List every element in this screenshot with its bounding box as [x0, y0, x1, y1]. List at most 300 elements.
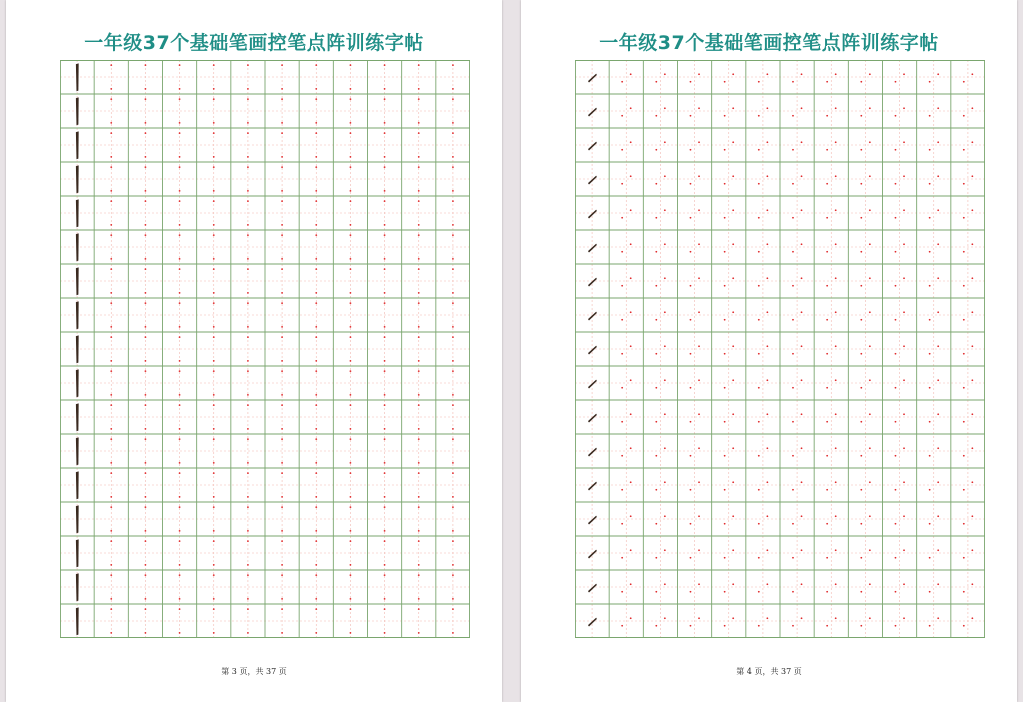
start-dot — [621, 557, 623, 559]
end-dot — [664, 447, 666, 449]
end-dot — [732, 175, 734, 177]
end-dot — [937, 107, 939, 109]
end-dot — [384, 326, 386, 328]
start-dot — [621, 591, 623, 593]
start-dot — [724, 625, 726, 627]
start-dot — [213, 200, 215, 202]
end-dot — [452, 564, 454, 566]
end-dot — [664, 175, 666, 177]
start-dot — [860, 353, 862, 355]
start-dot — [384, 608, 386, 610]
brush-rising-stroke-icon — [588, 210, 597, 219]
start-dot — [621, 115, 623, 117]
brush-vertical-stroke-icon — [76, 165, 79, 193]
end-dot — [801, 447, 803, 449]
end-dot — [213, 632, 215, 634]
end-dot — [110, 462, 112, 464]
end-dot — [732, 447, 734, 449]
end-dot — [110, 530, 112, 532]
end-dot — [971, 73, 973, 75]
brush-vertical-stroke-icon — [76, 63, 79, 91]
end-dot — [418, 428, 420, 430]
end-dot — [801, 141, 803, 143]
end-dot — [835, 447, 837, 449]
brush-rising-stroke-icon — [588, 278, 597, 287]
end-dot — [247, 632, 249, 634]
start-dot — [315, 98, 317, 100]
start-dot — [724, 421, 726, 423]
end-dot — [145, 394, 147, 396]
end-dot — [903, 447, 905, 449]
end-dot — [630, 549, 632, 551]
start-dot — [452, 540, 454, 542]
practice-grid-svg — [575, 60, 985, 638]
start-dot — [110, 506, 112, 508]
start-dot — [792, 81, 794, 83]
end-dot — [384, 564, 386, 566]
end-dot — [452, 462, 454, 464]
start-dot — [655, 217, 657, 219]
end-dot — [145, 190, 147, 192]
end-dot — [971, 481, 973, 483]
end-dot — [315, 326, 317, 328]
brush-rising-stroke-icon — [588, 312, 597, 321]
start-dot — [179, 574, 181, 576]
end-dot — [213, 122, 215, 124]
end-dot — [869, 175, 871, 177]
end-dot — [110, 88, 112, 90]
end-dot — [110, 564, 112, 566]
start-dot — [826, 183, 828, 185]
end-dot — [835, 413, 837, 415]
document-page-3 — [6, 0, 502, 702]
end-dot — [903, 617, 905, 619]
end-dot — [350, 598, 352, 600]
start-dot — [655, 625, 657, 627]
start-dot — [860, 251, 862, 253]
end-dot — [315, 292, 317, 294]
end-dot — [801, 345, 803, 347]
start-dot — [895, 591, 897, 593]
end-dot — [213, 360, 215, 362]
end-dot — [698, 175, 700, 177]
brush-rising-stroke-icon — [588, 618, 597, 627]
start-dot — [621, 421, 623, 423]
start-dot — [315, 472, 317, 474]
end-dot — [732, 379, 734, 381]
end-dot — [384, 258, 386, 260]
end-dot — [418, 190, 420, 192]
end-dot — [315, 428, 317, 430]
end-dot — [903, 209, 905, 211]
start-dot — [179, 200, 181, 202]
start-dot — [452, 302, 454, 304]
start-dot — [110, 64, 112, 66]
start-dot — [247, 608, 249, 610]
end-dot — [281, 122, 283, 124]
start-dot — [792, 523, 794, 525]
end-dot — [732, 311, 734, 313]
end-dot — [698, 311, 700, 313]
end-dot — [698, 583, 700, 585]
start-dot — [690, 489, 692, 491]
start-dot — [758, 591, 760, 593]
end-dot — [179, 190, 181, 192]
end-dot — [971, 447, 973, 449]
end-dot — [835, 107, 837, 109]
start-dot — [145, 438, 147, 440]
start-dot — [213, 472, 215, 474]
start-dot — [724, 217, 726, 219]
start-dot — [213, 506, 215, 508]
end-dot — [698, 277, 700, 279]
start-dot — [213, 336, 215, 338]
start-dot — [655, 183, 657, 185]
end-dot — [145, 326, 147, 328]
start-dot — [384, 404, 386, 406]
start-dot — [110, 608, 112, 610]
end-dot — [664, 311, 666, 313]
start-dot — [690, 149, 692, 151]
end-dot — [664, 107, 666, 109]
end-dot — [971, 107, 973, 109]
start-dot — [929, 625, 931, 627]
start-dot — [792, 285, 794, 287]
start-dot — [315, 234, 317, 236]
brush-rising-stroke-icon — [588, 346, 597, 355]
end-dot — [630, 73, 632, 75]
end-dot — [281, 462, 283, 464]
start-dot — [110, 302, 112, 304]
start-dot — [247, 268, 249, 270]
start-dot — [213, 404, 215, 406]
brush-vertical-stroke-icon — [76, 301, 79, 329]
end-dot — [766, 515, 768, 517]
start-dot — [758, 183, 760, 185]
end-dot — [247, 462, 249, 464]
end-dot — [418, 258, 420, 260]
start-dot — [213, 302, 215, 304]
start-dot — [247, 540, 249, 542]
start-dot — [724, 557, 726, 559]
start-dot — [963, 353, 965, 355]
start-dot — [110, 574, 112, 576]
start-dot — [247, 302, 249, 304]
end-dot — [145, 428, 147, 430]
start-dot — [826, 421, 828, 423]
brush-vertical-stroke-icon — [76, 335, 79, 363]
end-dot — [630, 107, 632, 109]
brush-vertical-stroke-icon — [76, 505, 79, 533]
start-dot — [895, 183, 897, 185]
start-dot — [452, 132, 454, 134]
end-dot — [350, 394, 352, 396]
start-dot — [929, 489, 931, 491]
start-dot — [179, 166, 181, 168]
end-dot — [110, 292, 112, 294]
end-dot — [281, 564, 283, 566]
end-dot — [937, 549, 939, 551]
end-dot — [315, 394, 317, 396]
end-dot — [110, 326, 112, 328]
end-dot — [971, 209, 973, 211]
end-dot — [179, 360, 181, 362]
end-dot — [664, 345, 666, 347]
end-dot — [766, 209, 768, 211]
page-title: 一年级37个基础笔画控笔点阵训练字帖 — [84, 32, 424, 54]
end-dot — [801, 311, 803, 313]
start-dot — [860, 523, 862, 525]
start-dot — [315, 540, 317, 542]
end-dot — [213, 224, 215, 226]
end-dot — [732, 515, 734, 517]
start-dot — [247, 234, 249, 236]
end-dot — [766, 243, 768, 245]
start-dot — [315, 166, 317, 168]
start-dot — [452, 234, 454, 236]
start-dot — [350, 166, 352, 168]
end-dot — [247, 88, 249, 90]
start-dot — [963, 523, 965, 525]
start-dot — [690, 591, 692, 593]
start-dot — [724, 319, 726, 321]
end-dot — [732, 549, 734, 551]
start-dot — [826, 591, 828, 593]
end-dot — [350, 224, 352, 226]
end-dot — [869, 549, 871, 551]
start-dot — [690, 251, 692, 253]
end-dot — [801, 617, 803, 619]
start-dot — [963, 557, 965, 559]
start-dot — [792, 455, 794, 457]
end-dot — [630, 243, 632, 245]
end-dot — [732, 617, 734, 619]
start-dot — [655, 421, 657, 423]
start-dot — [963, 591, 965, 593]
end-dot — [937, 583, 939, 585]
start-dot — [145, 166, 147, 168]
end-dot — [937, 481, 939, 483]
start-dot — [895, 81, 897, 83]
end-dot — [801, 209, 803, 211]
start-dot — [350, 200, 352, 202]
start-dot — [281, 608, 283, 610]
end-dot — [971, 413, 973, 415]
end-dot — [315, 530, 317, 532]
end-dot — [903, 243, 905, 245]
start-dot — [110, 336, 112, 338]
end-dot — [937, 379, 939, 381]
start-dot — [179, 98, 181, 100]
start-dot — [724, 455, 726, 457]
end-dot — [630, 175, 632, 177]
start-dot — [281, 370, 283, 372]
end-dot — [835, 617, 837, 619]
start-dot — [418, 540, 420, 542]
end-dot — [630, 515, 632, 517]
start-dot — [145, 302, 147, 304]
end-dot — [903, 73, 905, 75]
start-dot — [929, 387, 931, 389]
start-dot — [213, 268, 215, 270]
end-dot — [835, 549, 837, 551]
start-dot — [247, 506, 249, 508]
end-dot — [213, 496, 215, 498]
end-dot — [315, 258, 317, 260]
end-dot — [664, 141, 666, 143]
start-dot — [792, 319, 794, 321]
brush-vertical-stroke-icon — [76, 403, 79, 431]
start-dot — [350, 302, 352, 304]
brush-vertical-stroke-icon — [76, 131, 79, 159]
start-dot — [655, 455, 657, 457]
start-dot — [145, 64, 147, 66]
start-dot — [213, 370, 215, 372]
start-dot — [963, 217, 965, 219]
end-dot — [903, 481, 905, 483]
end-dot — [315, 462, 317, 464]
end-dot — [766, 583, 768, 585]
start-dot — [145, 540, 147, 542]
start-dot — [860, 319, 862, 321]
end-dot — [384, 598, 386, 600]
start-dot — [792, 625, 794, 627]
end-dot — [247, 224, 249, 226]
start-dot — [792, 387, 794, 389]
end-dot — [418, 598, 420, 600]
end-dot — [247, 496, 249, 498]
end-dot — [698, 447, 700, 449]
end-dot — [452, 88, 454, 90]
start-dot — [690, 353, 692, 355]
brush-rising-stroke-icon — [588, 448, 597, 457]
start-dot — [452, 268, 454, 270]
end-dot — [452, 224, 454, 226]
end-dot — [350, 360, 352, 362]
end-dot — [869, 617, 871, 619]
start-dot — [895, 421, 897, 423]
end-dot — [801, 583, 803, 585]
brush-vertical-stroke-icon — [76, 199, 79, 227]
start-dot — [452, 370, 454, 372]
start-dot — [895, 217, 897, 219]
end-dot — [145, 462, 147, 464]
start-dot — [281, 302, 283, 304]
start-dot — [145, 234, 147, 236]
start-dot — [247, 200, 249, 202]
start-dot — [247, 166, 249, 168]
start-dot — [758, 217, 760, 219]
end-dot — [801, 481, 803, 483]
end-dot — [835, 481, 837, 483]
end-dot — [732, 73, 734, 75]
start-dot — [895, 353, 897, 355]
end-dot — [179, 462, 181, 464]
start-dot — [213, 574, 215, 576]
start-dot — [724, 115, 726, 117]
start-dot — [929, 455, 931, 457]
end-dot — [835, 243, 837, 245]
start-dot — [826, 285, 828, 287]
end-dot — [630, 447, 632, 449]
start-dot — [418, 370, 420, 372]
start-dot — [621, 523, 623, 525]
start-dot — [758, 387, 760, 389]
end-dot — [971, 175, 973, 177]
start-dot — [655, 387, 657, 389]
end-dot — [937, 243, 939, 245]
end-dot — [213, 258, 215, 260]
end-dot — [179, 564, 181, 566]
end-dot — [350, 292, 352, 294]
end-dot — [903, 345, 905, 347]
start-dot — [860, 421, 862, 423]
start-dot — [315, 608, 317, 610]
end-dot — [281, 88, 283, 90]
start-dot — [145, 200, 147, 202]
end-dot — [418, 292, 420, 294]
start-dot — [895, 319, 897, 321]
end-dot — [145, 224, 147, 226]
end-dot — [971, 277, 973, 279]
end-dot — [452, 530, 454, 532]
end-dot — [835, 277, 837, 279]
end-dot — [903, 583, 905, 585]
end-dot — [110, 632, 112, 634]
start-dot — [281, 438, 283, 440]
start-dot — [690, 625, 692, 627]
end-dot — [971, 311, 973, 313]
start-dot — [826, 115, 828, 117]
start-dot — [690, 115, 692, 117]
brush-rising-stroke-icon — [588, 176, 597, 185]
start-dot — [315, 302, 317, 304]
end-dot — [630, 209, 632, 211]
start-dot — [826, 251, 828, 253]
start-dot — [350, 370, 352, 372]
start-dot — [792, 557, 794, 559]
start-dot — [247, 64, 249, 66]
end-dot — [698, 345, 700, 347]
end-dot — [350, 564, 352, 566]
start-dot — [929, 591, 931, 593]
start-dot — [963, 319, 965, 321]
start-dot — [384, 302, 386, 304]
start-dot — [963, 149, 965, 151]
end-dot — [145, 598, 147, 600]
start-dot — [655, 557, 657, 559]
start-dot — [452, 64, 454, 66]
end-dot — [418, 224, 420, 226]
end-dot — [281, 258, 283, 260]
start-dot — [792, 353, 794, 355]
start-dot — [110, 438, 112, 440]
end-dot — [213, 88, 215, 90]
end-dot — [937, 209, 939, 211]
end-dot — [903, 277, 905, 279]
end-dot — [418, 564, 420, 566]
start-dot — [281, 268, 283, 270]
end-dot — [315, 122, 317, 124]
end-dot — [281, 428, 283, 430]
end-dot — [350, 462, 352, 464]
end-dot — [869, 243, 871, 245]
start-dot — [145, 404, 147, 406]
start-dot — [621, 319, 623, 321]
end-dot — [766, 345, 768, 347]
start-dot — [826, 455, 828, 457]
start-dot — [281, 64, 283, 66]
